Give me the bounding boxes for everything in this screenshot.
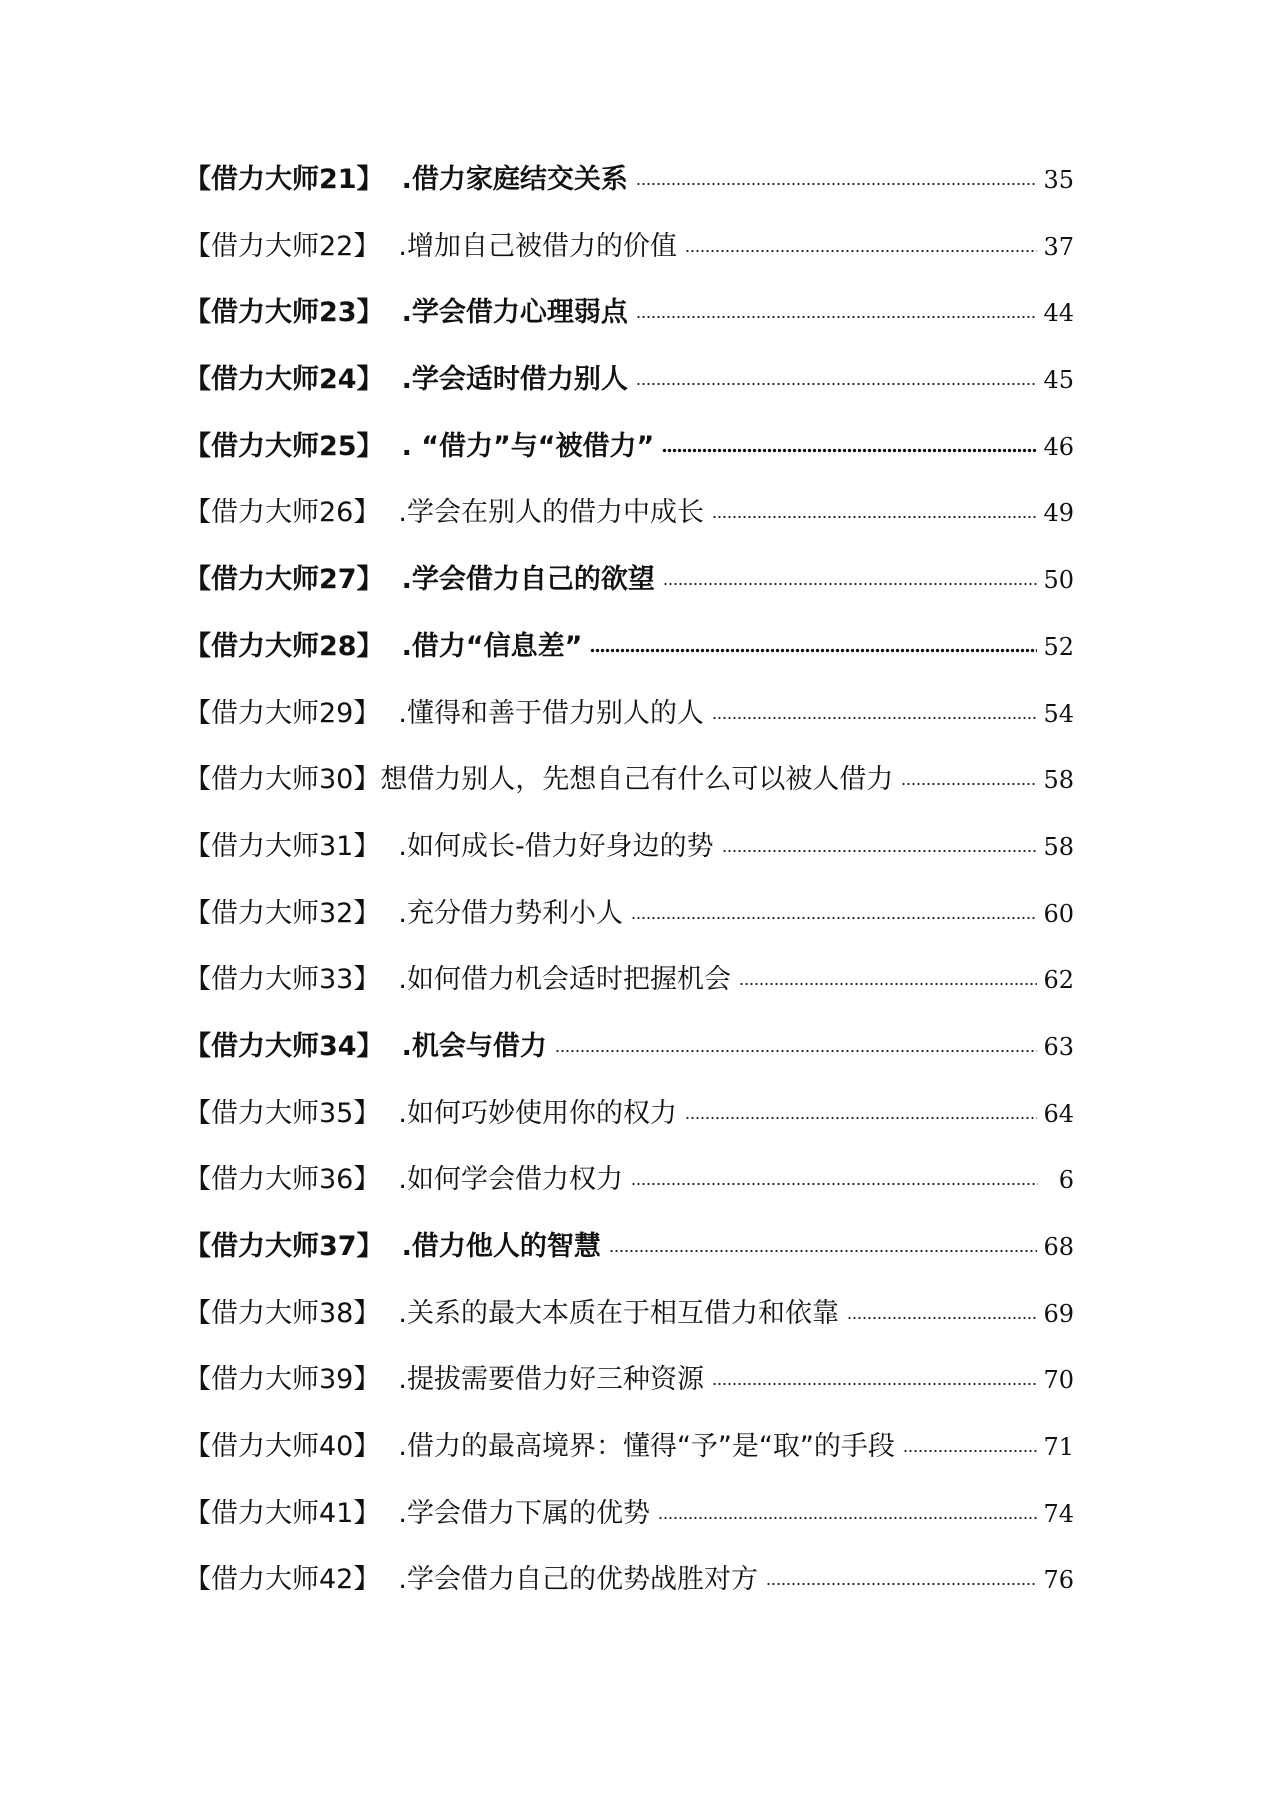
toc-entry-title: .懂得和善于借力别人的人	[398, 697, 704, 729]
toc-entry[interactable]	[184, 1027, 1074, 1094]
toc-entry-tag: 【借力大师24】	[184, 364, 384, 396]
toc-entry[interactable]	[184, 1560, 1074, 1627]
toc-entry-title: .充分借力势利小人	[398, 897, 623, 929]
toc-entry-tag: 【借力大师36】	[184, 1164, 381, 1196]
toc-leader-dots	[663, 582, 1038, 586]
toc-entry-tag: 【借力大师33】	[184, 964, 381, 996]
toc-entry[interactable]	[184, 1227, 1074, 1294]
toc-entry-title: .如何借力机会适时把握机会	[398, 964, 731, 996]
toc-entry-tag: 【借力大师41】	[184, 1497, 381, 1529]
toc-entry-title: .关系的最大本质在于相互借力和依靠	[398, 1297, 839, 1329]
toc-entry-page: 37	[1043, 232, 1074, 261]
toc-entry-tag: 【借力大师28】	[184, 630, 384, 662]
toc-leader-dots	[685, 249, 1038, 253]
toc-leader-dots	[555, 1049, 1038, 1053]
toc-entry-page: 46	[1043, 432, 1074, 461]
toc-entry[interactable]	[184, 694, 1074, 761]
toc-entry[interactable]	[184, 1160, 1074, 1227]
toc-entry-tag: 【借力大师31】	[184, 830, 381, 862]
toc-entry-tag: 【借力大师39】	[184, 1364, 381, 1396]
toc-entry-title: .借力家庭结交关系	[401, 164, 628, 195]
table-of-contents	[184, 160, 1074, 1627]
toc-entry-page: 58	[1043, 766, 1074, 795]
toc-entry-title: .学会适时借力别人	[401, 364, 628, 396]
toc-entry-page: 64	[1043, 1099, 1074, 1128]
toc-entry-page: 60	[1043, 899, 1074, 928]
toc-entry[interactable]	[184, 293, 1074, 360]
toc-entry-tag: 【借力大师21】	[184, 164, 384, 195]
toc-leader-dots	[636, 182, 1038, 186]
toc-leader-dots	[766, 1582, 1038, 1586]
toc-entry[interactable]	[184, 160, 1074, 227]
toc-entry-tag: 【借力大师34】	[184, 1030, 384, 1062]
toc-entry-tag: 【借力大师37】	[184, 1231, 384, 1262]
toc-entry-page: 63	[1043, 1032, 1074, 1061]
toc-entry-title: .机会与借力	[401, 1030, 547, 1062]
toc-entry-tag: 【借力大师42】	[184, 1564, 381, 1596]
toc-leader-dots	[722, 849, 1038, 853]
toc-entry-tag: 【借力大师30】	[184, 764, 381, 796]
toc-entry-title: .学会在别人的借力中成长	[398, 497, 704, 529]
toc-entry-page: 49	[1043, 499, 1074, 528]
toc-entry-page: 50	[1043, 566, 1074, 595]
toc-entry-title: .提拔需要借力好三种资源	[398, 1364, 704, 1396]
toc-entry-title: .学会借力自己的优势战胜对方	[398, 1564, 758, 1596]
toc-leader-dots	[636, 315, 1038, 319]
toc-entry-title: .借力的最高境界：懂得“予”是“取”的手段	[398, 1431, 895, 1463]
toc-entry-title: .如何成长-借力好身边的势	[398, 830, 714, 862]
toc-entry-title: .借力“信息差”	[401, 630, 583, 662]
toc-entry-title: 想借力别人，先想自己有什么可以被人借力	[380, 764, 894, 796]
toc-entry[interactable]	[184, 1094, 1074, 1161]
toc-entry[interactable]	[184, 1427, 1074, 1494]
toc-leader-dots	[685, 1116, 1038, 1120]
toc-leader-dots	[590, 648, 1037, 653]
toc-leader-dots	[658, 1516, 1038, 1520]
toc-entry[interactable]	[184, 894, 1074, 961]
toc-leader-dots	[609, 1249, 1038, 1253]
toc-entry-title: .学会借力下属的优势	[398, 1497, 650, 1529]
toc-entry-tag: 【借力大师29】	[184, 697, 381, 729]
toc-entry-tag: 【借力大师32】	[184, 897, 381, 929]
toc-entry-tag: 【借力大师26】	[184, 497, 381, 529]
toc-leader-dots	[662, 448, 1037, 453]
toc-entry-title: .如何巧妙使用你的权力	[398, 1097, 677, 1129]
toc-leader-dots	[903, 1449, 1038, 1453]
toc-entry[interactable]	[184, 427, 1074, 494]
toc-entry-tag: 【借力大师27】	[184, 564, 384, 596]
toc-leader-dots	[631, 916, 1038, 920]
toc-entry[interactable]	[184, 360, 1074, 427]
toc-entry-tag: 【借力大师25】	[184, 430, 384, 462]
toc-entry-page: 74	[1043, 1499, 1074, 1528]
toc-leader-dots	[712, 716, 1038, 720]
toc-entry-page: 76	[1043, 1566, 1074, 1595]
toc-entry-title: .增加自己被借力的价值	[398, 230, 677, 262]
toc-leader-dots	[712, 1382, 1038, 1386]
toc-entry[interactable]	[184, 1294, 1074, 1361]
toc-entry[interactable]	[184, 227, 1074, 294]
toc-entry-page: 35	[1043, 166, 1074, 194]
toc-entry-title: .如何学会借力权力	[398, 1164, 623, 1196]
toc-leader-dots	[631, 1182, 1038, 1186]
toc-entry[interactable]	[184, 493, 1074, 560]
toc-entry-page: 54	[1043, 699, 1074, 728]
toc-leader-dots	[847, 1316, 1038, 1320]
toc-entry-tag: 【借力大师23】	[184, 297, 384, 329]
toc-entry-title: .学会借力心理弱点	[401, 297, 628, 329]
toc-leader-dots	[901, 782, 1037, 786]
toc-entry-title: .借力他人的智慧	[401, 1231, 601, 1262]
toc-entry-page: 44	[1043, 299, 1074, 328]
toc-entry-page: 71	[1043, 1433, 1074, 1462]
toc-entry-title: . “借力”与“被借力”	[401, 430, 655, 462]
toc-entry-tag: 【借力大师22】	[184, 230, 381, 262]
toc-leader-dots	[739, 982, 1038, 986]
toc-entry[interactable]	[184, 827, 1074, 894]
toc-entry-tag: 【借力大师38】	[184, 1297, 381, 1329]
toc-entry-page: 68	[1043, 1233, 1074, 1261]
toc-entry-page: 45	[1043, 366, 1074, 395]
toc-entry[interactable]	[184, 1360, 1074, 1427]
toc-entry-page: 69	[1043, 1299, 1074, 1328]
toc-entry-title: .学会借力自己的欲望	[401, 564, 655, 596]
toc-entry-page: 70	[1043, 1366, 1074, 1395]
toc-entry-page: 52	[1043, 632, 1074, 661]
toc-entry[interactable]	[184, 560, 1074, 627]
toc-entry[interactable]	[184, 960, 1074, 1027]
toc-entry-page: 6	[1058, 1166, 1074, 1195]
toc-leader-dots	[712, 515, 1038, 519]
toc-entry[interactable]	[184, 1494, 1074, 1561]
toc-leader-dots	[636, 382, 1038, 386]
toc-entry-tag: 【借力大师35】	[184, 1097, 381, 1129]
toc-entry-page: 62	[1043, 966, 1074, 995]
toc-entry[interactable]	[184, 760, 1074, 827]
toc-entry-tag: 【借力大师40】	[184, 1431, 381, 1463]
toc-entry-page: 58	[1043, 832, 1074, 861]
toc-entry[interactable]	[184, 627, 1074, 694]
